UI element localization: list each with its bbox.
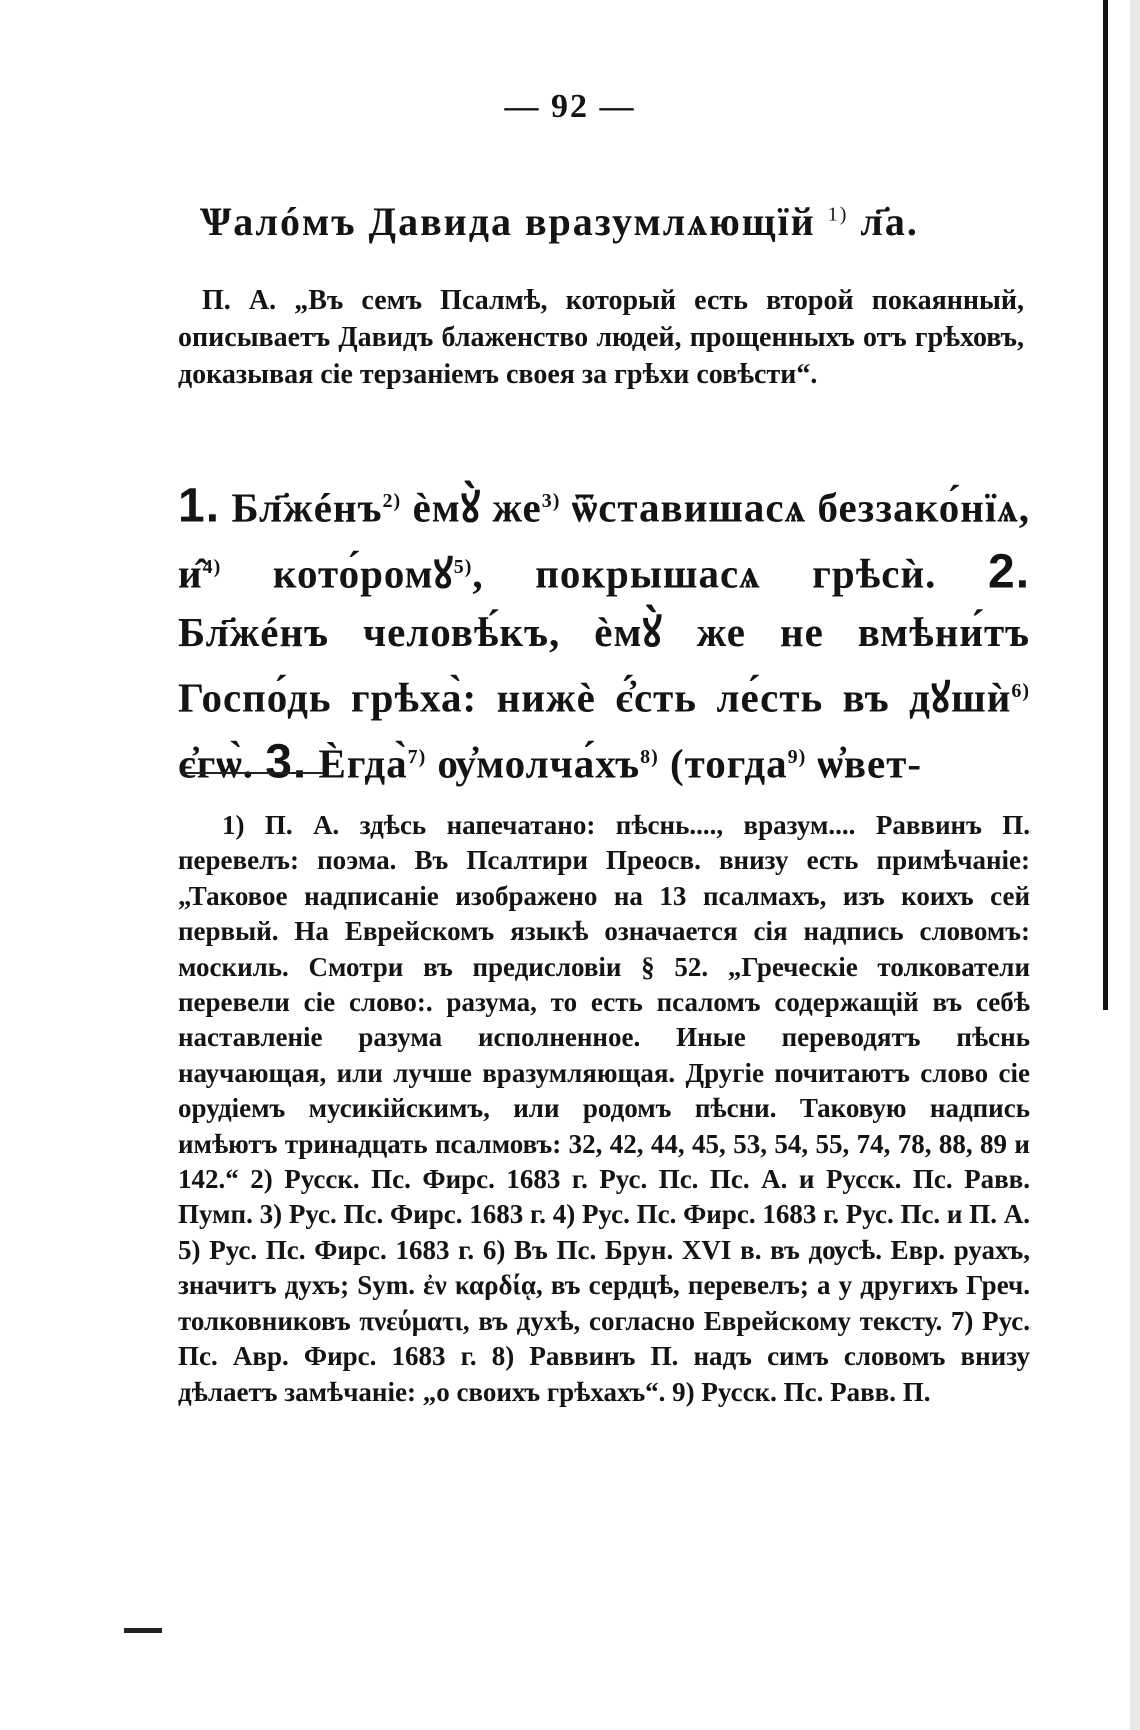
verse-note-ref: 6) xyxy=(1011,680,1030,703)
psalm-title xyxy=(200,198,980,245)
verse-text: Бл҃жéнъ xyxy=(231,484,383,531)
verse-text: , покрышасѧ грѣсѝ. xyxy=(472,550,937,597)
psalm-title-text: Ѱалóмъ Давида вразумлѧющїй xyxy=(200,199,816,244)
verses-block xyxy=(178,472,1030,794)
page-number: — 92 — xyxy=(504,88,636,125)
verse-number: 1. xyxy=(178,479,221,533)
verse-number: 2. xyxy=(988,545,1031,599)
page-edge-shadow xyxy=(1130,0,1140,1730)
verse-text: ѡ҆вет- xyxy=(817,740,923,787)
footnotes: 1) П. А. здѣсь напечатано: пѣснь...., вразум.... Раввинъ П. перевелъ: поэма. Въ Псалтири Преосв. внизу есть примѣчаніе: „Таковое надписаніе изображено на 13 псалмахъ, изъ коихъ сей первый. На Еврейскомъ языкѣ означается сія надпись словомъ: москиль. Смотри въ предисловіи § 52. „Греческіе толкователи перевели сіе слово:. разума, то есть псаломъ содержащій въ себѣ наставленіе разума исполненное. Иные переводятъ пѣснь научающая, или лучше вразумляющая. Другіе почитаютъ слово сіе орудіемъ мусикійскимъ, или родомъ пѣсни. Таковую надпись имѣютъ тринадцать псалмовъ: 32, 42, 44, 45, 53, 54, 55, 74, 78, 88, 89 и 142.“ 2) Русск. Пс. Фирс. 1683 г. Рус. Пс. Пс. А. и Русск. Пс. Равв. Пумп. 3) Рус. Пс. Фирс. 1683 г. 4) Рус. Пс. Фирс. 1683 г. Рус. Пс. и П. А. 5) Рус. Пс. Фирс. 1683 г. 6) Въ Пс. Брун. XVI в. въ дѹсѣ. Евр. руахъ, значитъ духъ; Sym. ἐν καρδίᾳ, въ сердцѣ, перевелъ; а у другихъ Греч. толковниковъ πνεύματι, въ духѣ, согласно Еврейскому тексту. 7) Рус. Пс. Авр. Фирс. 1683 г. 8) Раввинъ П. надъ симъ словомъ внизу дѣлаетъ замѣчаніе: „о своихъ грѣхахъ“. 9) Русск. Пс. Равв. П. xyxy=(178,810,1030,1407)
verse-text: ѐмꙋ̀ же xyxy=(412,484,542,531)
verse-text: ѿставишасѧ беззако́нїѧ, и̂ xyxy=(178,484,1030,597)
verse-text: (тогда xyxy=(670,740,788,787)
margin-mark xyxy=(124,1628,162,1633)
verse-number: 3. xyxy=(265,735,308,789)
verse-note-ref: 5) xyxy=(453,555,473,578)
verse-note-ref: 8) xyxy=(640,745,659,768)
verse-text: є҆гѡ̀. xyxy=(178,740,254,787)
verse-note-ref: 7) xyxy=(407,745,427,768)
verse-text: Бл҃жéнъ человѣ́къ, ѐмꙋ̀ же не вмѣни́тъ Госпо́дь грѣха̀: нижѐ є҆́сть ле́сть въ дꙋшѝ xyxy=(178,609,1030,721)
verse-text: ѹ҆молча́хъ xyxy=(437,740,641,787)
verse-text: кото́ромꙋ xyxy=(272,550,454,597)
verse-note-ref: 4) xyxy=(202,555,222,578)
psalm-number: л҃а. xyxy=(860,199,919,244)
psalm-title-note: 1) xyxy=(827,203,849,226)
footnote-separator xyxy=(182,772,324,774)
intro-paragraph: П. А. „Въ семъ Псалмѣ, который есть второй покаянный, описываетъ Давидъ блаженство людей, прощенныхъ отъ грѣховъ, доказывая сіе терзаніемъ своея за грѣхи совѣсти“. xyxy=(178,285,1024,390)
page-edge-line xyxy=(1103,0,1108,1010)
verse-text: Ѐгда̀ xyxy=(318,740,408,787)
verse-note-ref: 9) xyxy=(787,745,807,768)
verse-note-ref: 3) xyxy=(541,490,561,512)
verse-note-ref: 2) xyxy=(382,490,402,512)
